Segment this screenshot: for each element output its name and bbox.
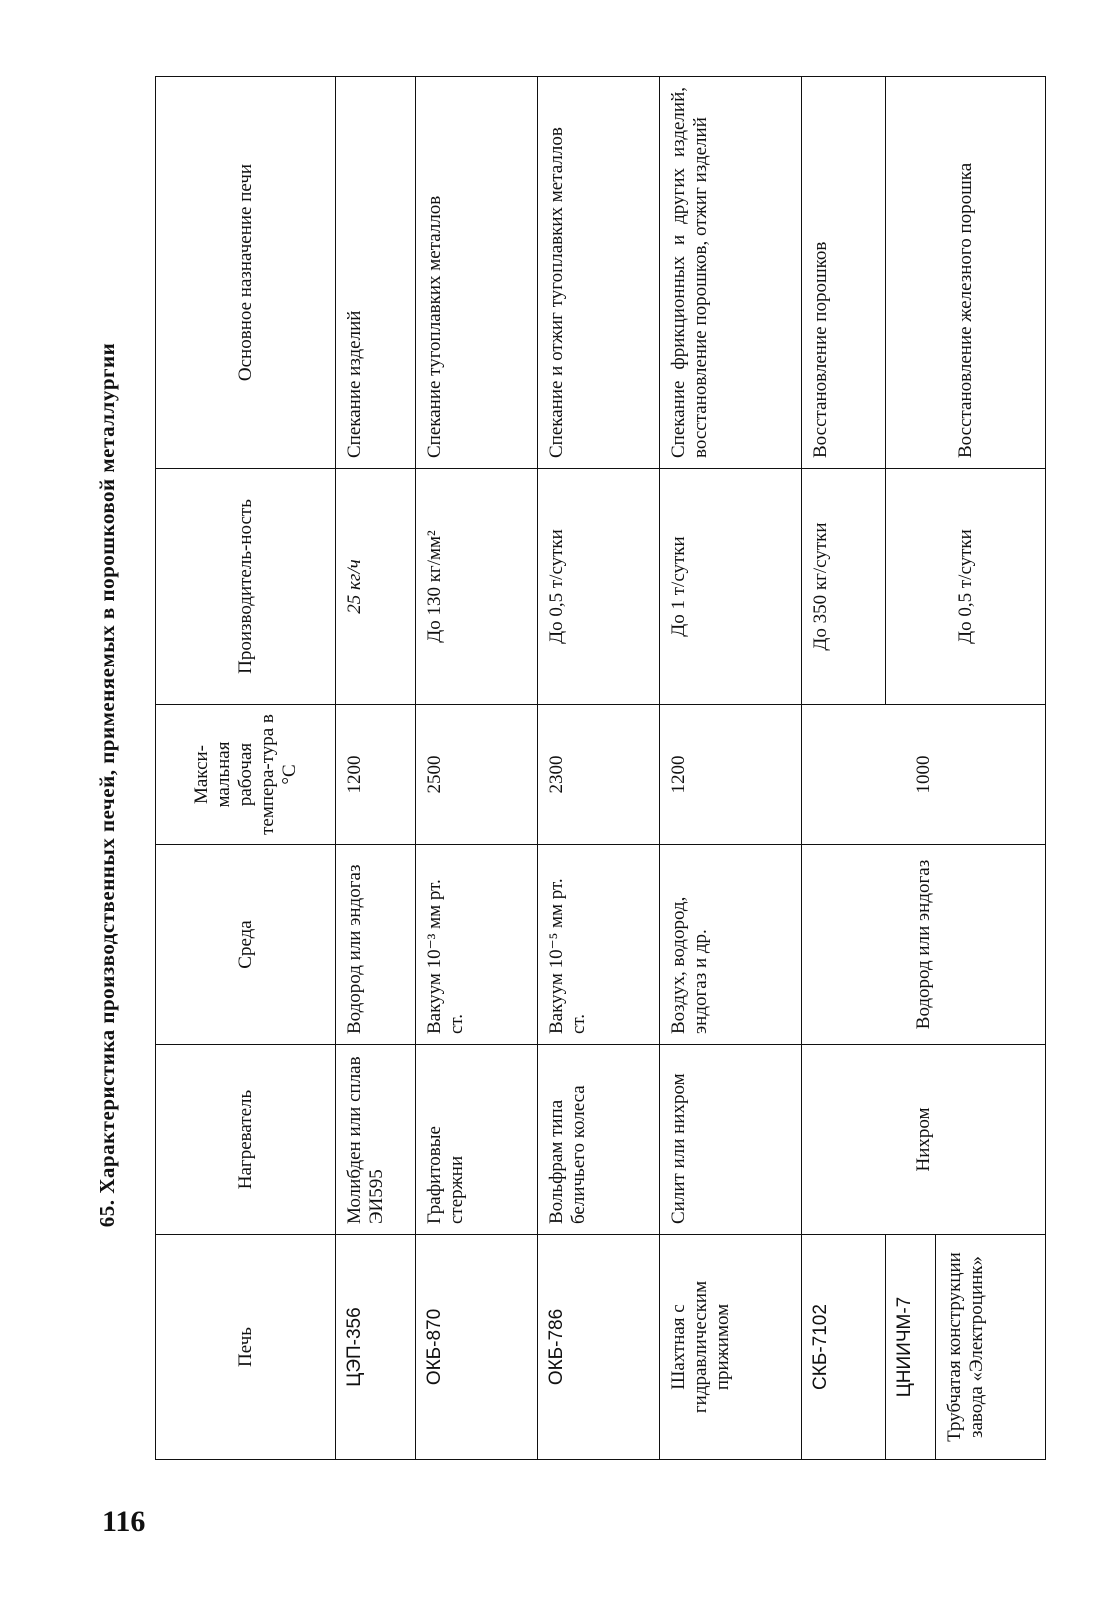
cell-furnace: СКБ-7102 — [802, 1235, 886, 1460]
header-purpose: Основное назначение печи — [156, 77, 336, 469]
cell-max-temp: 2300 — [538, 705, 660, 845]
cell-purpose: Спекание фрикционных и других изделий, восстановление порошков, отжиг изделий — [660, 77, 802, 469]
cell-furnace: ЦНИИЧМ-7 — [886, 1235, 936, 1460]
cell-purpose: Спекание тугоплавких металлов — [416, 77, 538, 469]
table-caption: 65. Характеристика производственных печей, применяемых в порошковой металлургии — [95, 342, 119, 1228]
cell-capacity-merged: До 0,5 т/сутки — [886, 469, 1046, 705]
header-medium: Среда — [156, 845, 336, 1045]
cell-purpose: Спекание и отжиг тугоплавких металлов — [538, 77, 660, 469]
table-row — [538, 77, 660, 1460]
cell-heater: Молибден или сплав ЭИ595 — [336, 1045, 416, 1235]
cell-furnace: ЦЭП-356 — [336, 1235, 416, 1460]
cell-medium: Воздух, водород, эндогаз и др. — [660, 845, 802, 1045]
cell-max-temp-merged: 1000 — [802, 705, 1046, 845]
rotated-table-page — [95, 50, 1045, 1520]
header-furnace: Печь — [156, 1235, 336, 1460]
cell-purpose-merged: Восстановление железного порошка — [886, 77, 1046, 469]
cell-capacity: До 350 кг/сутки — [802, 469, 886, 705]
cell-furnace: ОКБ-786 — [538, 1235, 660, 1460]
header-heater: Нагреватель — [156, 1045, 336, 1235]
cell-medium: Вакуум 10⁻⁵ мм рт. ст. — [538, 845, 660, 1045]
header-capacity: Производитель-ность — [156, 469, 336, 705]
cell-heater: Графитовые стержни — [416, 1045, 538, 1235]
cell-medium: Вакуум 10⁻³ мм рт. ст. — [416, 845, 538, 1045]
cell-capacity: До 1 т/сутки — [660, 469, 802, 705]
cell-heater-merged: Нихром — [802, 1045, 1046, 1235]
header-max-temp: Макси-мальная рабочая темпера-тура в °С — [156, 705, 336, 845]
cell-medium-merged: Водород или эндогаз — [802, 845, 1046, 1045]
cell-max-temp: 1200 — [660, 705, 802, 845]
cell-furnace-sub: Трубчатая конструкции завода «Электроцинк» — [936, 1235, 1046, 1460]
table-row — [660, 77, 802, 1460]
cell-purpose: Восстановление порошков — [802, 77, 886, 469]
header-row — [156, 77, 336, 1460]
cell-capacity: До 130 кг/мм² — [416, 469, 538, 705]
cell-max-temp: 2500 — [416, 705, 538, 845]
cell-max-temp: 1200 — [336, 705, 416, 845]
cell-heater: Вольфрам типа беличьего колеса — [538, 1045, 660, 1235]
table-row — [802, 77, 886, 1460]
cell-heater: Силит или нихром — [660, 1045, 802, 1235]
table-row — [336, 77, 416, 1460]
cell-purpose: Спекание изделий — [336, 77, 416, 469]
table-row — [416, 77, 538, 1460]
cell-capacity: 25 кг/ч — [336, 469, 416, 705]
cell-furnace: Шахтная с гидравлическим прижимом — [660, 1235, 802, 1460]
page-number: 116 — [102, 1505, 146, 1538]
cell-furnace: ОКБ-870 — [416, 1235, 538, 1460]
furnace-table — [155, 76, 1046, 1460]
cell-medium: Водород или эндогаз — [336, 845, 416, 1045]
cell-capacity: До 0,5 т/сутки — [538, 469, 660, 705]
